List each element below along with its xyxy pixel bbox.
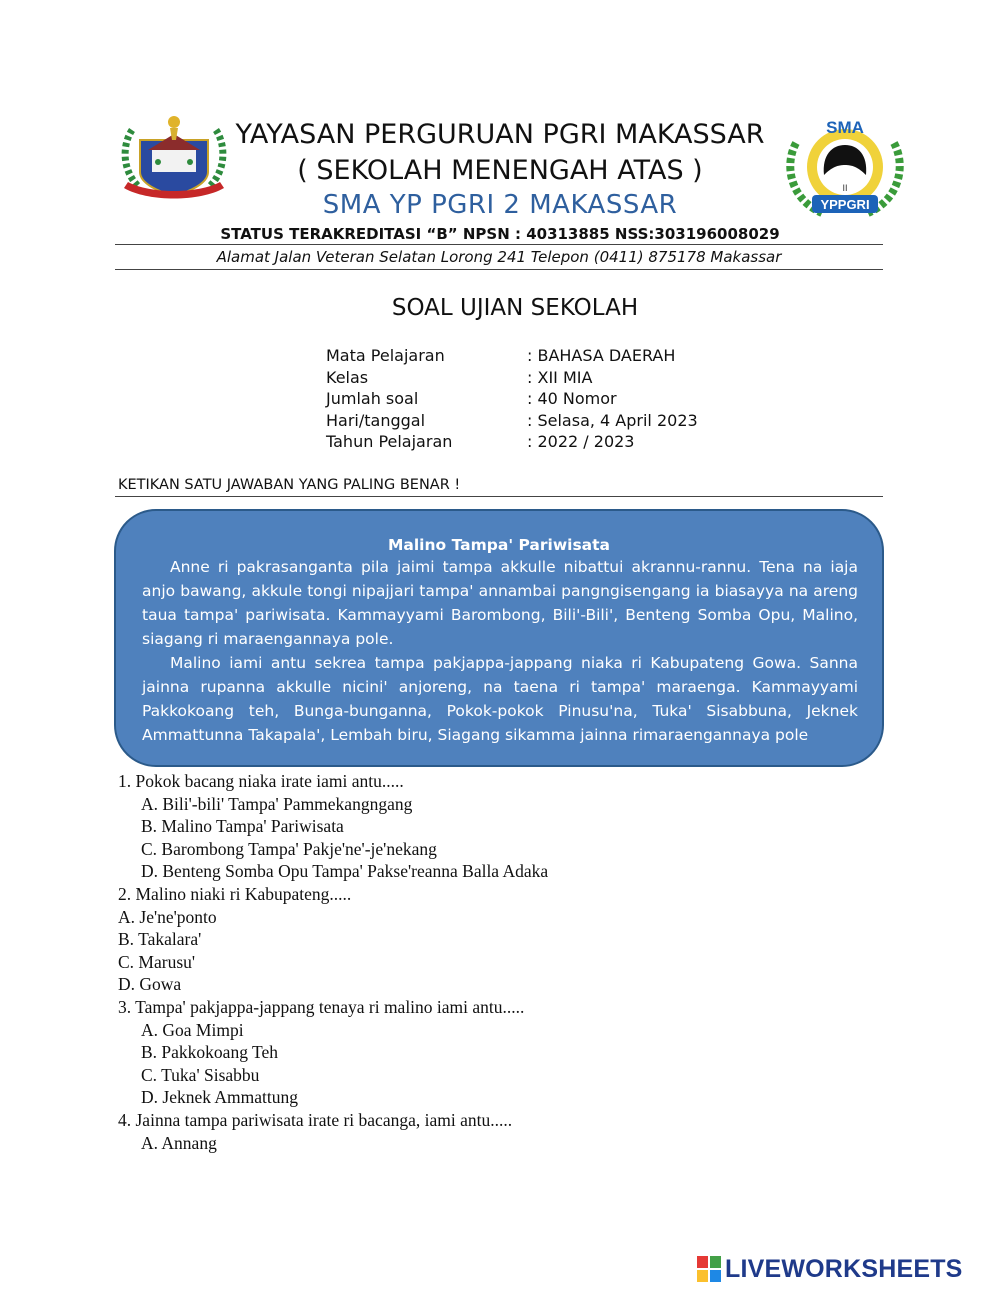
- right-logo-top-text: SMA: [826, 118, 864, 137]
- header-divider-top: [115, 244, 883, 245]
- answer-option[interactable]: A. Je'ne'ponto: [118, 906, 217, 927]
- exam-info-row: [326, 367, 698, 389]
- sma-yppgri-logo: [782, 115, 908, 223]
- question-1: 1. Pokok bacang niaka irate iami antu.....: [118, 771, 404, 791]
- answer-option[interactable]: D. Jeknek Ammattung: [141, 1087, 298, 1108]
- question-4: 4. Jainna tampa pariwisata irate ri bacanga, iami antu.....: [118, 1109, 513, 1130]
- answer-option[interactable]: D. Gowa: [118, 974, 182, 995]
- exam-title: SOAL UJIAN SEKOLAH: [391, 295, 639, 321]
- answer-option[interactable]: D. Benteng Somba Opu Tampa' Pakse'reanna Balla Adaka: [141, 861, 549, 882]
- exam-info-value: : BAHASA DAERAH: [527, 346, 676, 365]
- reading-paragraph-1: Anne ri pakrasanganta pila jaimi tampa akkulle nibattui akrannu-rannu. Tena na iaja anjo bawang, akkule tongi nipajjari tampa' annambai pangngisengang ia biasayya na areng taua tampa' pariwisata. Kammayyami Barombong, Bili'-Bili', Benteng Somba Opu, Malino, siagang ri maraengannaya pole.: [142, 558, 858, 648]
- answer-option[interactable]: B. Malino Tampa' Pariwisata: [141, 816, 344, 837]
- liveworksheets-icon: [697, 1254, 723, 1284]
- exam-info-row: [326, 431, 698, 453]
- answer-option[interactable]: A. Goa Mimpi: [141, 1019, 244, 1040]
- exam-instruction: KETIKAN SATU JAWABAN YANG PALING BENAR !: [118, 477, 461, 493]
- school-level: ( SEKOLAH MENENGAH ATAS ): [297, 155, 703, 186]
- school-address: Alamat Jalan Veteran Selatan Lorong 241 Telepon (0411) 875178 Makassar: [216, 248, 782, 266]
- question-2: 2. Malino niaki ri Kabupateng.....: [118, 883, 352, 904]
- liveworksheets-brand: LIVEWORKSHEETS: [725, 1255, 963, 1283]
- header-divider-bottom: [115, 269, 883, 270]
- liveworksheets-logo[interactable]: [697, 1254, 995, 1284]
- reading-title: Malino Tampa' Pariwisata: [387, 536, 611, 554]
- question-3: 3. Tampa' pakjappa-jappang tenaya ri malino iami antu.....: [118, 996, 525, 1017]
- exam-info-label: Tahun Pelajaran: [326, 432, 453, 451]
- answer-option[interactable]: C. Tuka' Sisabbu: [141, 1064, 260, 1085]
- exam-info-row: [326, 345, 698, 367]
- exam-info-value: : XII MIA: [527, 367, 593, 387]
- foundation-name: YAYASAN PERGURUAN PGRI MAKASSAR: [235, 119, 765, 150]
- exam-info-label: Jumlah soal: [326, 389, 419, 408]
- right-logo-mid-text: II: [842, 183, 848, 193]
- exam-info-row: [326, 388, 698, 410]
- reading-passage-box: [114, 509, 884, 767]
- right-logo-bottom-text: YPPGRI: [820, 197, 870, 212]
- reading-body: [142, 555, 858, 747]
- exam-info-value: : 40 Nomor: [527, 389, 617, 408]
- school-name: SMA YP PGRI 2 MAKASSAR: [322, 190, 678, 220]
- exam-info-row: [326, 410, 698, 432]
- reading-paragraph-2: Malino iami antu sekrea tampa pakjappa-jappang niaka ri Kabupateng Gowa. Sanna jainna rupanna akkulle nicini' anjoreng, na taena ri tampa' maraenga. Kammayyami Pakkokoang teh, Bunga-bunganna, Pokok-pokok Pinusu'na, Tuka' Sisabbuna, Jeknek Ammattunna Takapala', Lembah biru, Siagang sikamma jainna rimaraengannaya pole: [142, 654, 858, 744]
- answer-option[interactable]: A. Bili'-bili' Tampa' Pammekangngang: [141, 793, 413, 814]
- exam-info-label: Mata Pelajaran: [326, 346, 445, 365]
- question-list: [118, 770, 878, 1154]
- south-sulawesi-emblem-logo: [118, 110, 230, 202]
- answer-option[interactable]: C. Barombong Tampa' Pakje'ne'-je'nekang: [141, 838, 437, 859]
- answer-option[interactable]: A. Annang: [141, 1132, 217, 1153]
- answer-option[interactable]: B. Takalara': [118, 929, 202, 950]
- exam-info-value: : 2022 / 2023: [527, 432, 635, 451]
- exam-info-label: Kelas: [326, 367, 369, 387]
- exam-info-table: [326, 345, 698, 453]
- accreditation-status: STATUS TERAKREDITASI “B” NPSN : 40313885 NSS:303196008029: [220, 225, 780, 243]
- answer-option[interactable]: C. Marusu': [118, 951, 196, 972]
- exam-info-label: Hari/tanggal: [326, 410, 426, 430]
- exam-info-value: : Selasa, 4 April 2023: [527, 410, 698, 430]
- instruction-divider: [115, 496, 883, 497]
- answer-option[interactable]: B. Pakkokoang Teh: [141, 1042, 278, 1063]
